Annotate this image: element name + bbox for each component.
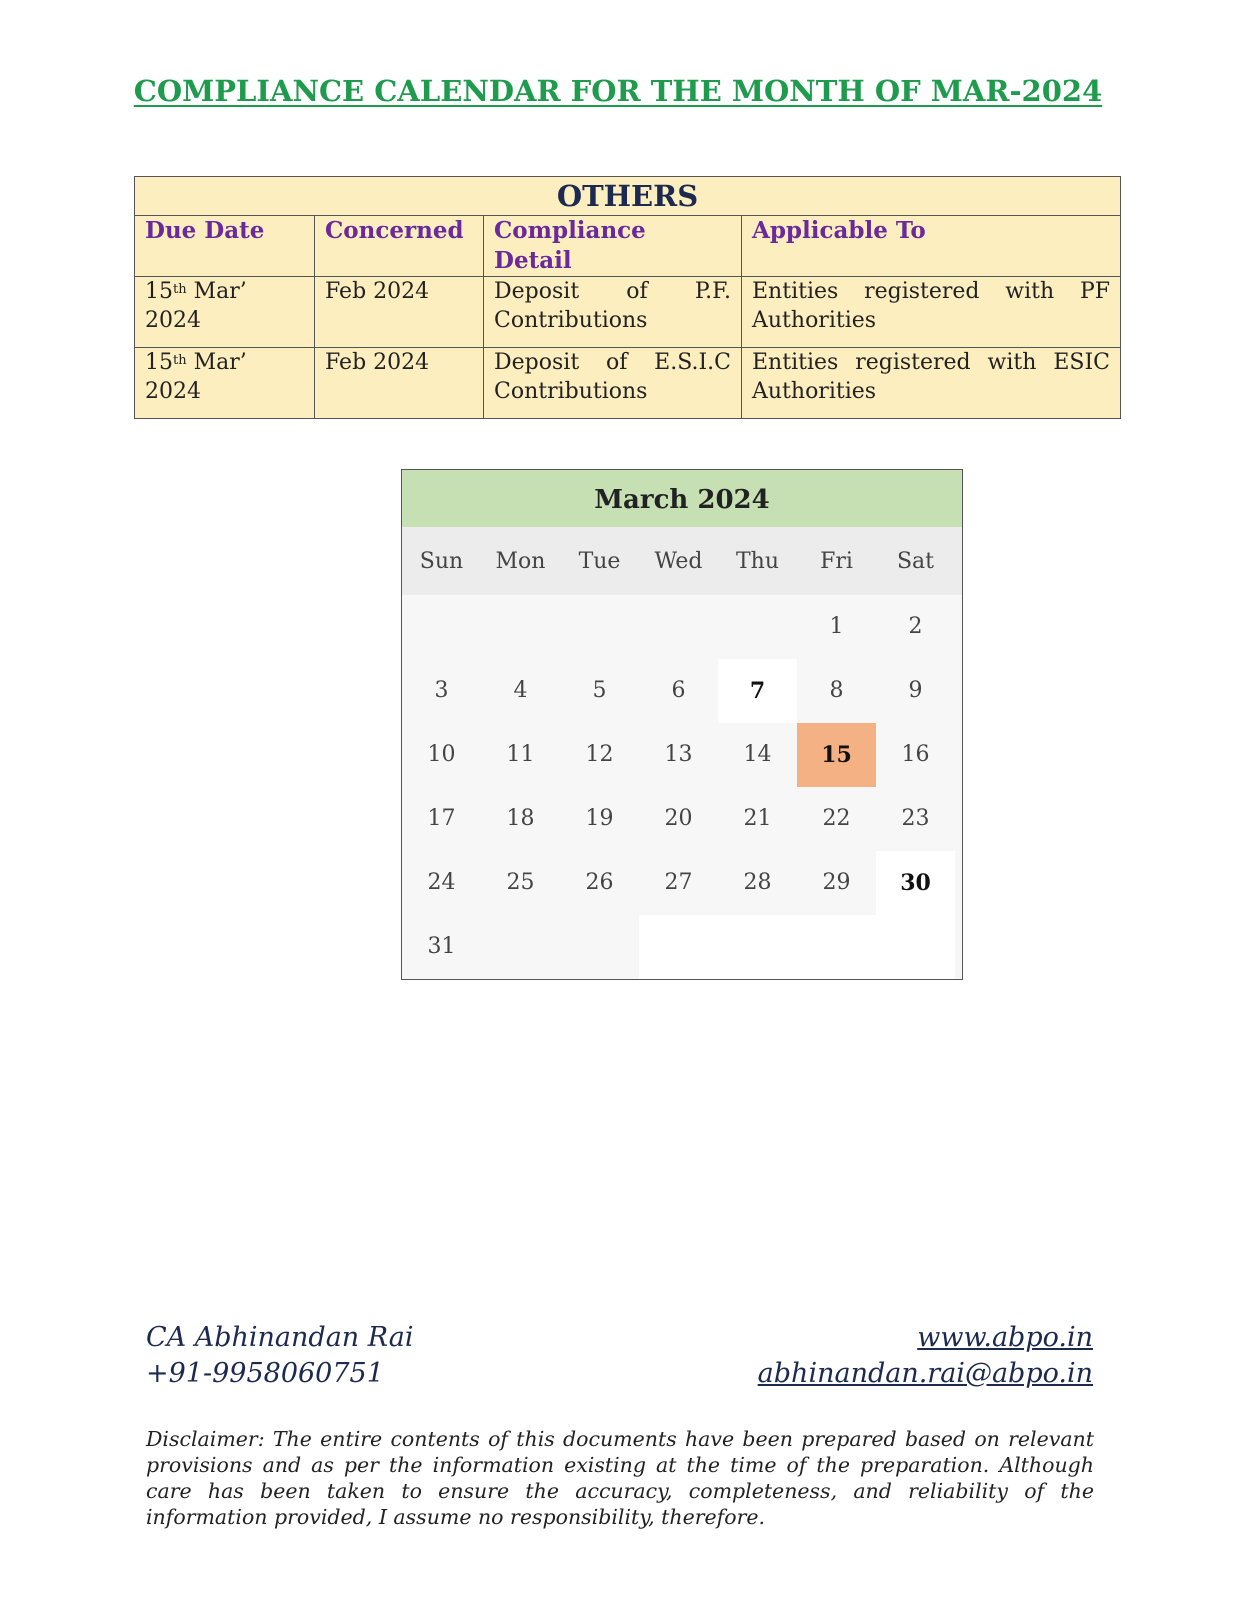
- calendar-day: 1: [829, 614, 844, 639]
- due-date-cell: 15th Mar’ 2024: [135, 348, 315, 419]
- calendar-day: 30: [876, 851, 955, 915]
- calendar-day: 16: [901, 742, 930, 767]
- calendar-day: 11: [506, 742, 535, 767]
- calendar-day: 27: [664, 870, 693, 895]
- calendar-day: 19: [585, 806, 614, 831]
- weekday-label: Sun: [419, 549, 464, 574]
- calendar-day: 28: [743, 870, 772, 895]
- page-title: COMPLIANCE CALENDAR FOR THE MONTH OF MAR-2024: [133, 74, 1103, 108]
- others-compliance-table: [134, 176, 1121, 419]
- applicable-to-cell: Entities registered with ESIC Authorities: [742, 348, 1121, 419]
- column-header-compliance-detail: Compliance Detail: [484, 216, 742, 277]
- calendar-empty-cell: [481, 915, 560, 979]
- calendar-day: 4: [513, 678, 528, 703]
- calendar-empty-cell: [402, 595, 481, 659]
- calendar-title: March 2024: [402, 470, 962, 527]
- author-phone: +91-9958060751: [146, 1358, 384, 1389]
- weekday-label: Fri: [820, 549, 853, 574]
- disclaimer-text: Disclaimer: The entire contents of this documents have been prepared based on relevant provisions and as per the information existing at the time of the preparation. Although care has been taken to ensure the accuracy, completeness, and reliability of the information provided, I assume no responsibility, therefore.: [146, 1427, 1094, 1529]
- calendar-day: 31: [427, 934, 456, 959]
- calendar-day: 17: [427, 806, 456, 831]
- website-link[interactable]: www.abpo.in: [917, 1322, 1093, 1353]
- column-header-concerned: Concerned: [315, 216, 484, 277]
- compliance-detail-cell: Deposit of P.F. Contributions: [484, 277, 742, 348]
- due-date-cell: 15th Mar’ 2024: [135, 277, 315, 348]
- author-name: CA Abhinandan Rai: [146, 1322, 414, 1353]
- month-calendar: [401, 469, 963, 980]
- author-contact: [146, 1320, 413, 1392]
- calendar-empty-cell: [639, 595, 718, 659]
- calendar-day: 29: [822, 870, 851, 895]
- concerned-cell: Feb 2024: [315, 348, 484, 419]
- calendar-day: 26: [585, 870, 614, 895]
- calendar-empty-cell: [639, 915, 718, 979]
- calendar-day: 14: [743, 742, 772, 767]
- table-row: [135, 277, 1121, 348]
- weekday-header-row: [402, 527, 962, 595]
- calendar-day: 18: [506, 806, 535, 831]
- column-header-due-date: Due Date: [135, 216, 315, 277]
- compliance-detail-cell: Deposit of E.S.I.C Contributions: [484, 348, 742, 419]
- email-link[interactable]: abhinandan.rai@abpo.in: [757, 1358, 1093, 1389]
- calendar-day: 3: [434, 678, 449, 703]
- table-header-row: [135, 216, 1121, 277]
- calendar-empty-cell: [481, 595, 560, 659]
- calendar-day-due: 15: [797, 723, 876, 787]
- calendar-day: 6: [671, 678, 686, 703]
- weekday-label: Thu: [735, 549, 779, 574]
- calendar-day: 9: [908, 678, 923, 703]
- column-header-applicable-to: Applicable To: [742, 216, 1121, 277]
- calendar-day: 8: [829, 678, 844, 703]
- calendar-day: 24: [427, 870, 456, 895]
- calendar-day: 23: [901, 806, 930, 831]
- calendar-empty-cell: [876, 915, 955, 979]
- calendar-day: 2: [908, 614, 923, 639]
- weekday-label: Wed: [654, 549, 703, 574]
- web-contact: [758, 1320, 1093, 1392]
- weekday-label: Mon: [495, 549, 546, 574]
- calendar-empty-cell: [718, 595, 797, 659]
- concerned-cell: Feb 2024: [315, 277, 484, 348]
- calendar-day-grid: [402, 595, 962, 979]
- section-heading: OTHERS: [135, 177, 1121, 216]
- calendar-day: 25: [506, 870, 535, 895]
- calendar-day: 7: [718, 659, 797, 723]
- weekday-label: Sat: [896, 549, 935, 574]
- table-row: [135, 348, 1121, 419]
- calendar-day: 12: [585, 742, 614, 767]
- calendar-empty-cell: [560, 915, 639, 979]
- calendar-day: 21: [743, 806, 772, 831]
- calendar-day: 20: [664, 806, 693, 831]
- calendar-day: 22: [822, 806, 851, 831]
- calendar-day: 13: [664, 742, 693, 767]
- calendar-day: 5: [592, 678, 607, 703]
- calendar-empty-cell: [718, 915, 797, 979]
- calendar-empty-cell: [797, 915, 876, 979]
- applicable-to-cell: Entities registered with PF Authorities: [742, 277, 1121, 348]
- weekday-label: Tue: [578, 549, 621, 574]
- calendar-empty-cell: [560, 595, 639, 659]
- calendar-day: 10: [427, 742, 456, 767]
